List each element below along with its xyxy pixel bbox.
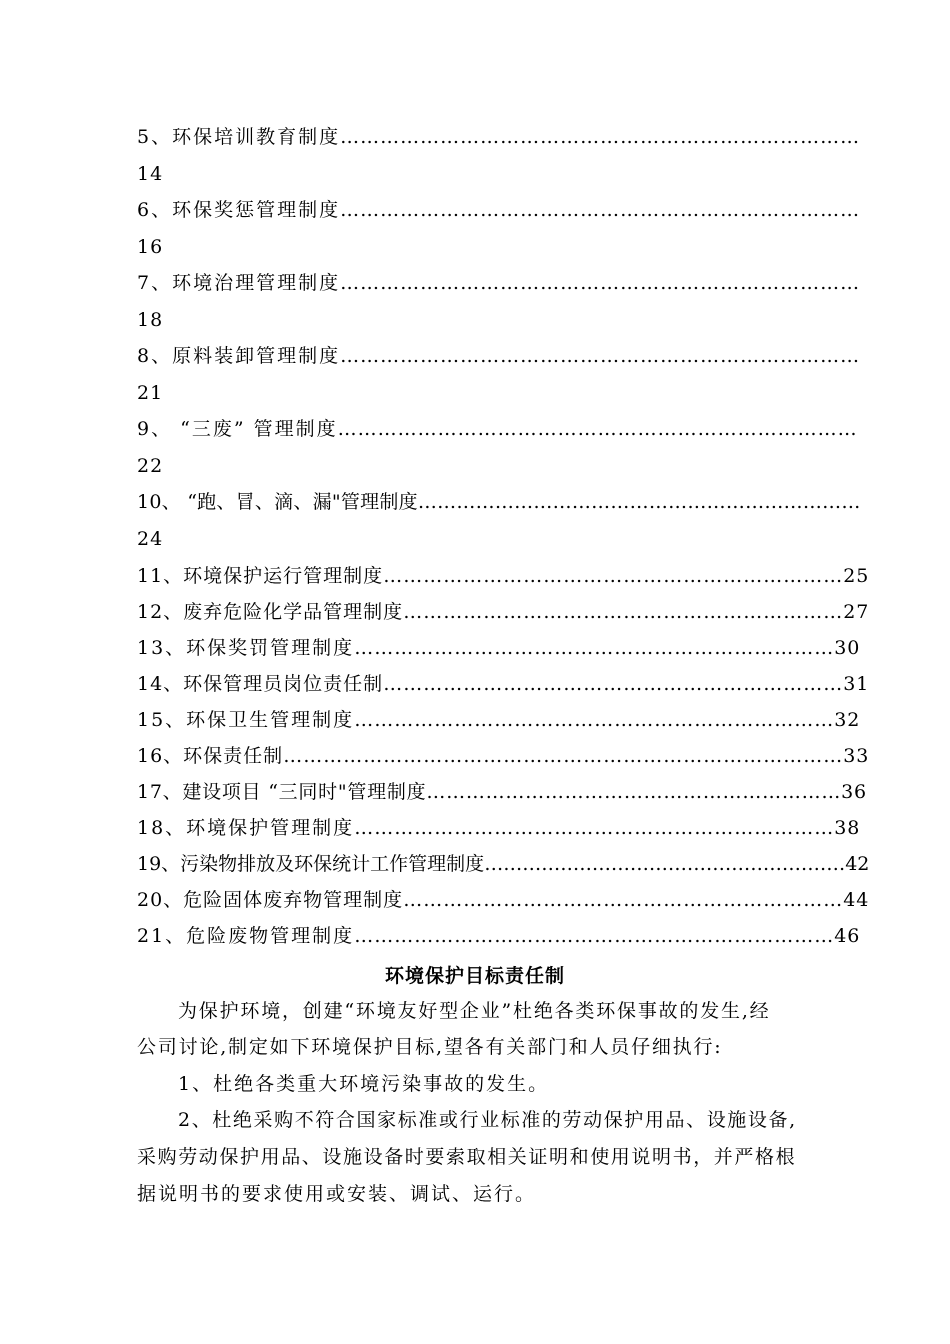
body-line: 据说明书的要求使用或安装、调试、运行。 bbox=[137, 1183, 537, 1205]
toc-page-number: 30 bbox=[834, 637, 861, 659]
toc-leader: …………………………………………………………………… bbox=[340, 126, 861, 148]
toc-label: 18、环境保护管理制度 bbox=[137, 817, 355, 839]
toc-entry-13[interactable] bbox=[137, 637, 860, 659]
toc-page-number: 27 bbox=[843, 601, 870, 623]
toc-leader: ………………………………………………………… bbox=[403, 889, 844, 911]
toc-page-number: 25 bbox=[843, 565, 870, 587]
toc-label: 7、环境治理管理制度 bbox=[137, 272, 341, 294]
toc-leader: …………………………………………………………………… bbox=[340, 272, 861, 294]
toc-page-number: 36 bbox=[841, 781, 867, 803]
body-line: 2、杜绝采购不符合国家标准或行业标准的劳动保护用品、设施设备, bbox=[178, 1109, 797, 1131]
toc-page-number: 31 bbox=[843, 673, 870, 695]
toc-leader: …………………………………………………………… bbox=[383, 673, 844, 695]
toc-entry-10[interactable] bbox=[137, 491, 861, 513]
toc-leader: ……………………………………………………………… bbox=[354, 925, 835, 947]
toc-page-number: 14 bbox=[137, 163, 164, 185]
toc-page-number: 42 bbox=[845, 853, 870, 875]
toc-entry-9[interactable] bbox=[137, 418, 858, 440]
toc-page-number: 18 bbox=[137, 309, 164, 331]
toc-label: 5、环保培训教育制度 bbox=[137, 126, 341, 148]
toc-label: 15、环保卫生管理制度 bbox=[137, 709, 355, 731]
toc-label: 11、环境保护运行管理制度 bbox=[137, 565, 384, 587]
toc-leader: ……………………………………………………………… bbox=[354, 709, 835, 731]
toc-entry-15[interactable] bbox=[137, 709, 860, 731]
toc-entry-17[interactable] bbox=[137, 781, 867, 803]
toc-leader: ………………………………………………………… bbox=[403, 601, 844, 623]
toc-page-number: 22 bbox=[137, 455, 164, 477]
toc-entry-20[interactable] bbox=[137, 889, 869, 911]
toc-label: 12、废弃危险化学品管理制度 bbox=[137, 601, 404, 623]
toc-label: 20、危险固体废弃物管理制度 bbox=[137, 889, 404, 911]
toc-entry-5[interactable] bbox=[137, 126, 860, 148]
body-line: 采购劳动保护用品、设施设备时要索取相关证明和使用说明书，并严格根 bbox=[137, 1146, 797, 1168]
toc-leader: ………………………………………………………………………… bbox=[283, 745, 844, 767]
toc-entry-11[interactable] bbox=[137, 565, 869, 587]
toc-label: 13、环保奖罚管理制度 bbox=[137, 637, 355, 659]
toc-entry-6[interactable] bbox=[137, 199, 860, 221]
toc-entry-18[interactable] bbox=[137, 817, 860, 839]
toc-leader: ……………………………………………………………… bbox=[354, 637, 835, 659]
toc-leader: …………………………………………………………………… bbox=[340, 199, 861, 221]
toc-label: 14、环保管理员岗位责任制 bbox=[137, 673, 384, 695]
toc-page-number: 24 bbox=[137, 528, 164, 550]
toc-label: 17、建设项目 “三同时"管理制度 bbox=[137, 781, 427, 803]
toc-page-number: 21 bbox=[137, 382, 164, 404]
body-line: 1、杜绝各类重大环境污染事故的发生。 bbox=[178, 1073, 550, 1095]
toc-entry-16[interactable] bbox=[137, 745, 869, 767]
toc-leader: …………………………………………………………… bbox=[417, 491, 861, 513]
toc-label: 6、环保奖惩管理制度 bbox=[137, 199, 341, 221]
toc-label: 19、污染物排放及环保统计工作管理制度 bbox=[137, 853, 485, 875]
toc-label: 9、 “三废” 管理制度 bbox=[137, 418, 338, 440]
body-line: 为保护环境，创建“环境友好型企业”杜绝各类环保事故的发生,经 bbox=[178, 1000, 771, 1022]
toc-label: 8、原料装卸管理制度 bbox=[137, 345, 341, 367]
toc-label: 21、危险废物管理制度 bbox=[137, 925, 355, 947]
toc-leader: ………………………………………………… bbox=[484, 853, 846, 875]
body-line: 公司讨论,制定如下环境保护目标,望各有关部门和人员仔细执行: bbox=[137, 1036, 723, 1058]
toc-entry-7[interactable] bbox=[137, 272, 860, 294]
toc-leader: ……………………………………………………… bbox=[426, 781, 842, 803]
toc-leader: …………………………………………………………………… bbox=[337, 418, 858, 440]
toc-label: 10、 “跑、冒、滴、漏"管理制度 bbox=[137, 491, 418, 513]
toc-page-number: 16 bbox=[137, 236, 164, 258]
toc-label: 16、环保责任制 bbox=[137, 745, 284, 767]
toc-leader: …………………………………………………………………… bbox=[340, 345, 861, 367]
toc-entry-21[interactable] bbox=[137, 925, 860, 947]
toc-entry-14[interactable] bbox=[137, 673, 869, 695]
toc-page-number: 46 bbox=[834, 925, 861, 947]
toc-page-number: 38 bbox=[834, 817, 861, 839]
toc-leader: ……………………………………………………………… bbox=[354, 817, 835, 839]
section-title: 环境保护目标责任制 bbox=[384, 965, 565, 987]
toc-entry-8[interactable] bbox=[137, 345, 860, 367]
toc-page-number: 44 bbox=[843, 889, 870, 911]
toc-entry-19[interactable] bbox=[137, 853, 869, 875]
toc-page-number: 33 bbox=[843, 745, 870, 767]
toc-page-number: 32 bbox=[834, 709, 861, 731]
toc-entry-12[interactable] bbox=[137, 601, 869, 623]
toc-leader: …………………………………………………………… bbox=[383, 565, 844, 587]
